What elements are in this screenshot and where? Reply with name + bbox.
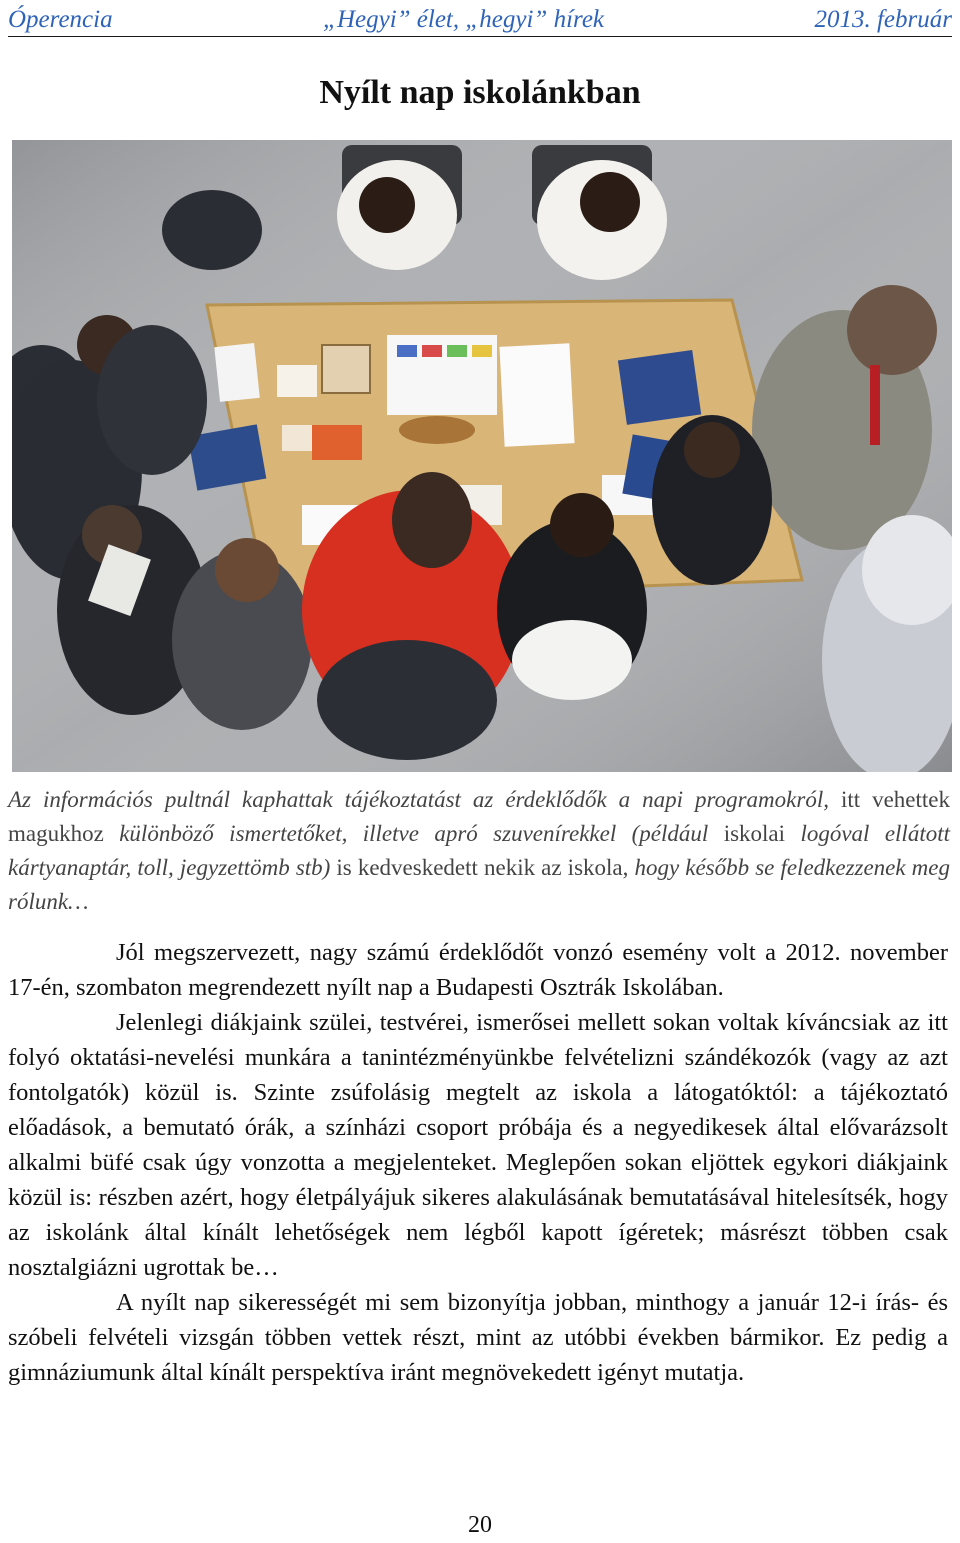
header-publication: Óperencia xyxy=(8,6,113,33)
caption-part: Az információs pultnál kaphattak tájékoztatást az érdeklődők a napi programokról, xyxy=(8,787,841,812)
article-title: Nyílt nap iskolánkban xyxy=(319,74,641,111)
event-photo xyxy=(12,140,952,772)
caption-part: iskolai xyxy=(723,821,801,846)
caption-part: logóval ellátott kártyanaptár, toll, jegyzettömb stb) xyxy=(8,821,950,880)
photo-caption xyxy=(8,783,950,919)
info-desk-illustration xyxy=(12,140,952,772)
body-paragraph: Jelenlegi diákjaink szülei, testvérei, ismerősei mellett sokan voltak kíváncsiak az itt folyó oktatási-nevelési munkára a tanintézményünkbe felvételizni szándékozók (vagy az azt fontolgatók) közül is. Szinte zsúfolásig megtelt az iskola a látogatóktól: a tájékoztató előadások, a bemutató órák, a színházi csoport próbája és a negyedikesek által elővarázsolt alkalmi büfé csak úgy vonzotta a megjelenteket. Meglepően sokan eljöttek egykori diákjaink közül is: részben azért, hogy életpályájuk sikeres alakulásának bemutatásával hitelesítsék, hogy az iskolánk által kínált lehetőségek nem légből kapott ígéretek; másrészt többen csak nosztalgiázni ugrottak be… xyxy=(8,1009,948,1281)
running-header xyxy=(8,4,952,37)
body-paragraph: A nyílt nap sikerességét mi sem bizonyítja jobban, minthogy a január 12-i írás- és szóbeli felvételi vizsgán többen vettek részt, mint az utóbbi években bármikor. Ez pedig a gimnáziumunk által kínált perspektíva iránt megnövekedett igényt mutatja. xyxy=(8,1289,948,1386)
caption-part: is kedveskedett nekik az iskola, xyxy=(336,855,635,880)
page-number: 20 xyxy=(468,1512,492,1538)
body-paragraph: Jól megszervezett, nagy számú érdeklődőt vonzó esemény volt a 2012. november 17-én, szombaton megrendezett nyílt nap a Budapesti Osztrák Iskolában. xyxy=(8,939,948,1001)
caption-part: itt vehettek magukhoz xyxy=(8,787,950,846)
visitor xyxy=(162,190,262,270)
header-section: „Hegyi” élet, „hegyi” hírek xyxy=(323,6,605,33)
header-date: 2013. február xyxy=(814,6,952,33)
article-body xyxy=(8,935,948,1390)
caption-part: különböző ismertetőket, illetve apró szuvenírekkel (például xyxy=(119,821,724,846)
caption-part: hogy később se feledkezzenek meg rólunk… xyxy=(8,855,951,914)
